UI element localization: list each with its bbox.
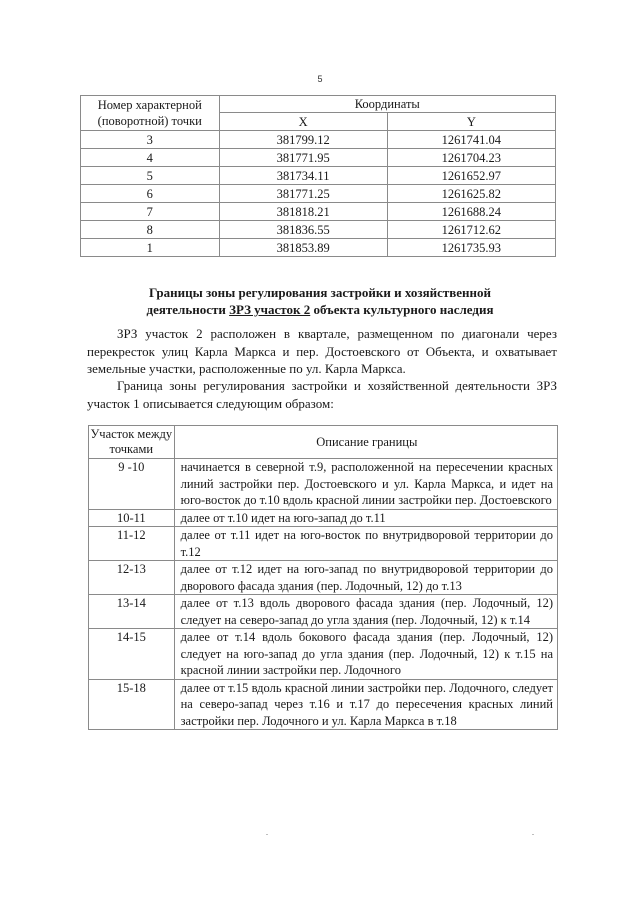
- segment-cell: 9 -10: [89, 459, 175, 510]
- coordinates-table: [80, 95, 556, 257]
- description-cell: далее от т.10 идет на юго-запад до т.11: [174, 509, 557, 527]
- heading-zone-name: ЗРЗ участок 2: [229, 302, 311, 317]
- x-cell: 381734.11: [219, 167, 387, 185]
- x-cell: 381818.21: [219, 203, 387, 221]
- point-cell: 8: [81, 221, 220, 239]
- header-y: Y: [387, 113, 555, 131]
- table-row: [89, 595, 558, 629]
- segment-cell: 11-12: [89, 527, 175, 561]
- x-cell: 381799.12: [219, 131, 387, 149]
- table-row: [81, 131, 556, 149]
- table-row: [89, 561, 558, 595]
- header-coordinates: Координаты: [219, 96, 555, 113]
- boundary-segments-table: [88, 425, 558, 730]
- point-cell: 6: [81, 185, 220, 203]
- y-cell: 1261735.93: [387, 239, 555, 257]
- section-heading: [80, 284, 560, 318]
- segment-cell: 12-13: [89, 561, 175, 595]
- segment-cell: 10-11: [89, 509, 175, 527]
- x-cell: 381771.95: [219, 149, 387, 167]
- x-cell: 381853.89: [219, 239, 387, 257]
- description-cell: далее от т.13 вдоль дворового фасада здания (пер. Лодочный, 12) следует на северо-запад до угла здания (пер. Лодочный, 12) к т.14: [174, 595, 557, 629]
- description-cell: далее от т.14 вдоль бокового фасада здания (пер. Лодочный, 12) следует на юго-запад до угла здания (пер. Лодочный, 12) к т.15 на красной линии застройки пер. Лодочного: [174, 629, 557, 680]
- segment-cell: 13-14: [89, 595, 175, 629]
- table-row: [81, 239, 556, 257]
- header-point-number: Номер характерной (поворотной) точки: [81, 96, 220, 131]
- footer-mark-right: -: [532, 832, 534, 838]
- heading-suffix: объекта культурного наследия: [310, 302, 494, 317]
- heading-line-2: [80, 301, 560, 318]
- point-cell: 4: [81, 149, 220, 167]
- paragraph-text: Граница зоны регулирования застройки и хозяйственной деятельности ЗРЗ участок 1 описывается следующим образом:: [87, 378, 557, 411]
- paragraph-boundary-intro: [87, 377, 557, 412]
- point-cell: 5: [81, 167, 220, 185]
- heading-prefix: деятельности: [146, 302, 230, 317]
- y-cell: 1261688.24: [387, 203, 555, 221]
- description-cell: далее от т.15 вдоль красной линии застройки пер. Лодочного, следует на северо-запад через т.16 и т.17 до пересечения красных линий застройки пер. Лодочного и ул. Карла Маркса в т.18: [174, 679, 557, 730]
- point-cell: 7: [81, 203, 220, 221]
- point-cell: 1: [81, 239, 220, 257]
- table-row: [89, 509, 558, 527]
- table-row: [89, 629, 558, 680]
- y-cell: 1261625.82: [387, 185, 555, 203]
- point-cell: 3: [81, 131, 220, 149]
- header-x: X: [219, 113, 387, 131]
- coordinates-header-row: [81, 96, 556, 113]
- table-row: [81, 203, 556, 221]
- description-cell: далее от т.12 идет на юго-запад по внутридворовой территории до дворового фасада здания (пер. Лодочный, 12) до т.13: [174, 561, 557, 595]
- x-cell: 381836.55: [219, 221, 387, 239]
- footer-mark-left: -: [266, 832, 268, 838]
- header-segment: Участок между точками: [89, 426, 175, 459]
- table-row: [89, 679, 558, 730]
- segment-cell: 14-15: [89, 629, 175, 680]
- heading-line-1: Границы зоны регулирования застройки и хозяйственной: [148, 285, 492, 300]
- description-cell: далее от т.11 идет на юго-восток по внутридворовой территории до т.12: [174, 527, 557, 561]
- y-cell: 1261704.23: [387, 149, 555, 167]
- y-cell: 1261712.62: [387, 221, 555, 239]
- y-cell: 1261652.97: [387, 167, 555, 185]
- segment-cell: 15-18: [89, 679, 175, 730]
- paragraph-zone-location: [87, 325, 557, 378]
- table-row: [89, 459, 558, 510]
- page-number: 5: [317, 74, 323, 84]
- description-cell: начинается в северной т.9, расположенной на пересечении красных линий застройки пер. Достоевского и ул. Карла Маркса, и идет на юго-восток до т.10 вдоль красной линии застройки пер. Достоевского: [174, 459, 557, 510]
- table-row: [81, 185, 556, 203]
- y-cell: 1261741.04: [387, 131, 555, 149]
- header-description: Описание границы: [174, 426, 557, 459]
- table-row: [81, 221, 556, 239]
- paragraph-text: ЗРЗ участок 2 расположен в квартале, размещенном по диагонали через перекресток улиц Карла Маркса и пер. Достоевского от Объекта, и охватывает земельные участки, расположенные по ул. Карла Маркса.: [87, 326, 557, 376]
- segments-header-row: [89, 426, 558, 459]
- table-row: [89, 527, 558, 561]
- x-cell: 381771.25: [219, 185, 387, 203]
- table-row: [81, 149, 556, 167]
- table-row: [81, 167, 556, 185]
